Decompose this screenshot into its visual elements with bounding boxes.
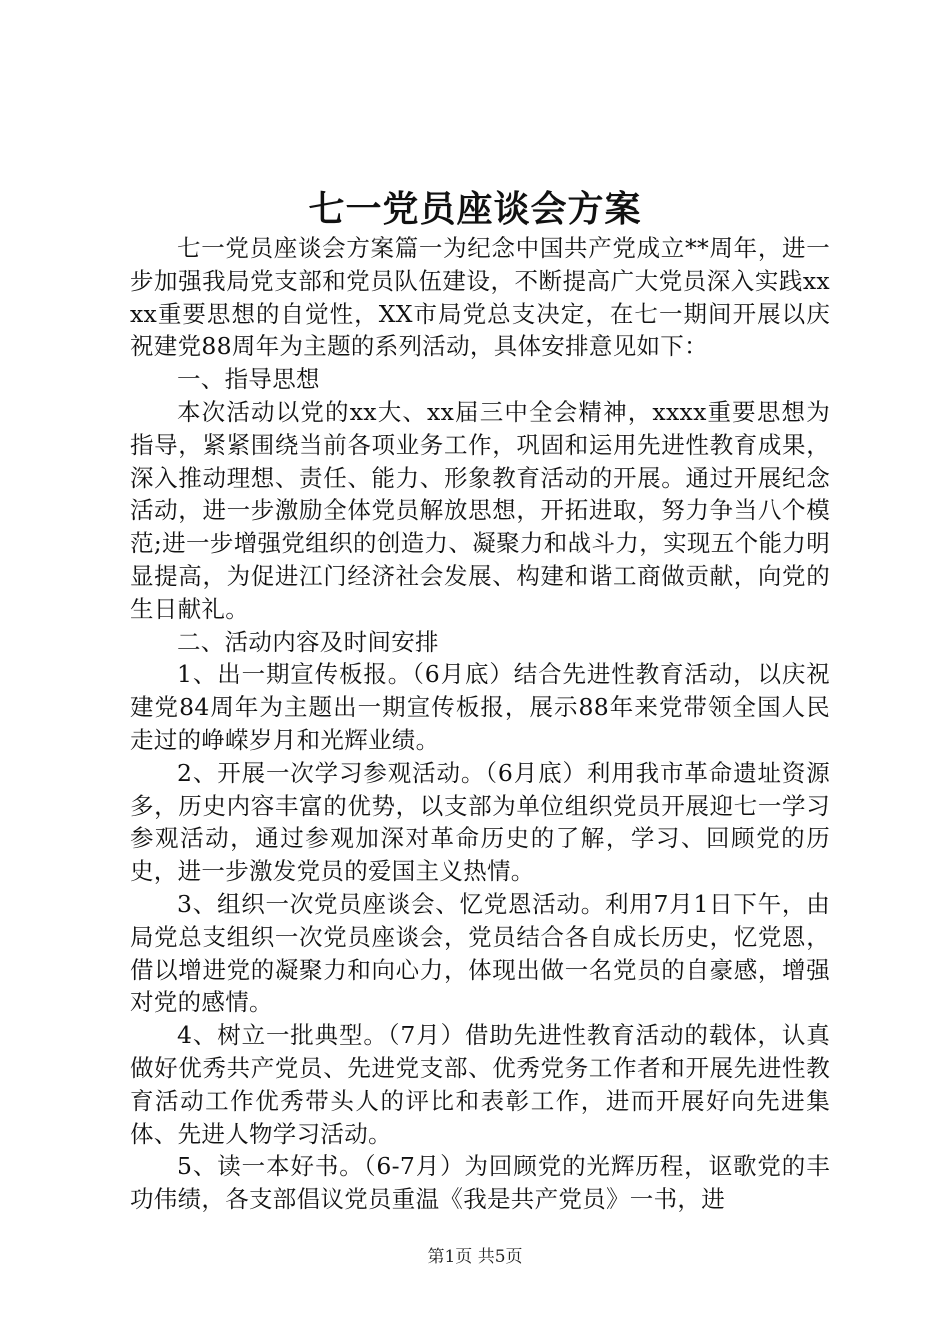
page-number-footer: 第1页 共5页 — [427, 1247, 523, 1267]
paragraph-item-1: 1、出一期宣传板报。（6月底）结合先进性教育活动，以庆祝建党84周年为主题出一期宣传板报，展示88年来党带领全国人民走过的峥嵘岁月和光辉业绩。 — [130, 660, 830, 754]
paragraph-guiding-ideology: 本次活动以党的xx大、xx届三中全会精神，xxxx重要思想为指导，紧紧围绕当前各项业务工作，巩固和运用先进性教育成果，深入推动理想、责任、能力、形象教育活动的开展。通过开展纪念活动，进一步激励全体党员解放思想，开拓进取，努力争当八个模范;进一步增强党组织的创造力、凝聚力和战斗力，实现五个能力明显提高，为促进江门经济社会发展、构建和谐工商做贡献，向党的生日献礼。 — [130, 397, 830, 623]
paragraph-item-4: 4、树立一批典型。（7月）借助先进性教育活动的载体，认真做好优秀共产党员、先进党支部、优秀党务工作者和开展先进性教育活动工作优秀带头人的评比和表彰工作，进而开展好向先进集体、先进人物学习活动。 — [130, 1021, 830, 1148]
document-body — [130, 232, 830, 1216]
section-heading-activities: 二、活动内容及时间安排 — [177, 627, 439, 656]
document-title: 七一党员座谈会方案 — [308, 188, 642, 230]
paragraph-item-3: 3、组织一次党员座谈会、忆党恩活动。利用7月1日下午，由局党总支组织一次党员座谈会，党员结合各自成长历史，忆党恩，借以增进党的凝聚力和向心力，体现出做一名党员的自豪感，增强对党的感情。 — [130, 889, 830, 1017]
paragraph-intro: 七一党员座谈会方案篇一为纪念中国共产党成立**周年，进一步加强我局党支部和党员队伍建设，不断提高广大党员深入实践xxxx重要思想的自觉性，XX市局党总支决定，在七一期间开展以庆祝建党88周年为主题的系列活动，具体安排意见如下： — [130, 234, 830, 361]
section-heading-guiding-ideology: 一、指导思想 — [177, 365, 320, 394]
paragraph-item-2: 2、开展一次学习参观活动。（6月底）利用我市革命遗址资源多，历史内容丰富的优势，以支部为单位组织党员开展迎七一学习参观活动，通过参观加深对革命历史的了解，学习、回顾党的历史，进一步激发党员的爱国主义热情。 — [130, 758, 830, 886]
paragraph-item-5: 5、读一本好书。（6-7月）为回顾党的光辉历程，讴歌党的丰功伟绩，各支部倡议党员重温《我是共产党员》一书，进 — [130, 1152, 830, 1214]
